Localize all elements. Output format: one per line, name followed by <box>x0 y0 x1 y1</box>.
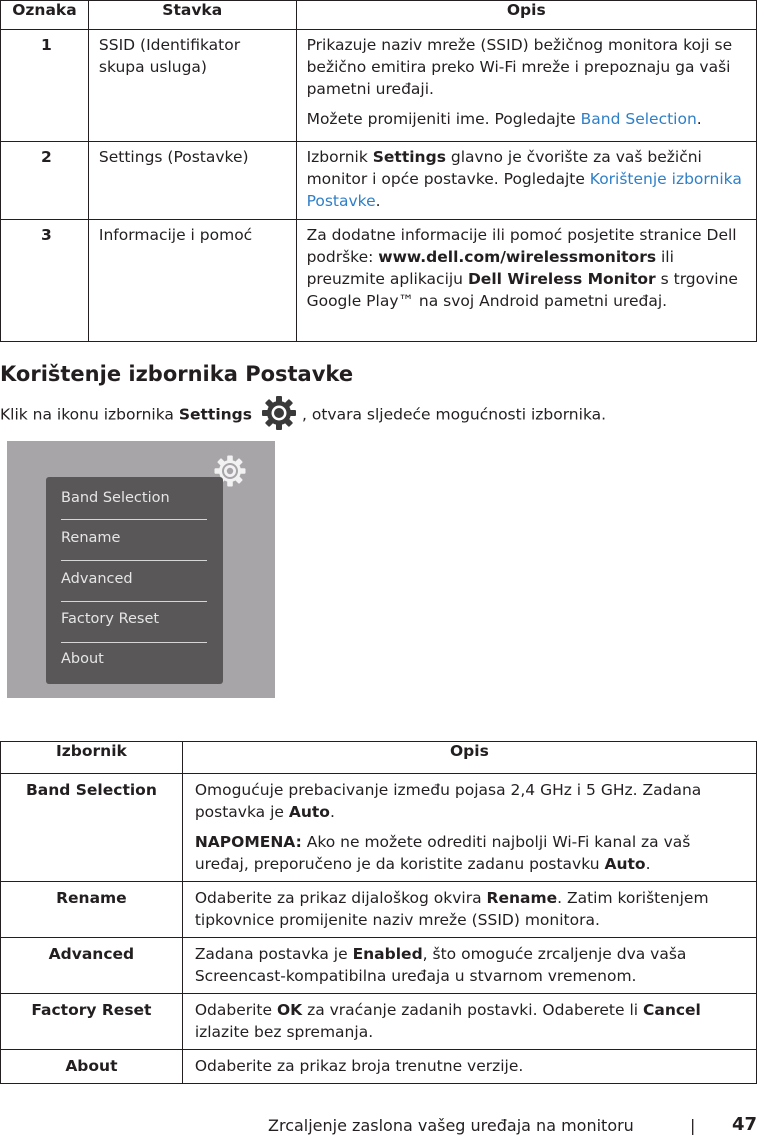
desc-text: Odaberite za prikaz dijaloškog okvira <box>194 889 487 907</box>
table-row <box>1 30 757 142</box>
option-name: Factory Reset <box>1 994 183 1050</box>
note-text <box>195 831 748 875</box>
row-description <box>296 30 756 142</box>
header-opis: Opis <box>296 1 756 30</box>
band-selection-link[interactable]: Band Selection <box>580 110 697 128</box>
table-row <box>1 1050 757 1084</box>
desc-text: glavno je čvorište za vaš bežični monitor i opće postavke. Pogledajte <box>306 148 702 188</box>
option-description <box>182 882 756 938</box>
desc-text: . <box>645 855 651 873</box>
row-description <box>296 220 756 342</box>
option-name: Rename <box>1 882 183 938</box>
desc-bold: OK <box>276 1001 303 1019</box>
section-intro <box>0 398 606 432</box>
overview-table <box>0 0 757 342</box>
table-row <box>1 774 757 882</box>
desc-text: za vraćanje zadanih postavki. Odaberete li <box>302 1001 643 1019</box>
menu-divider <box>61 642 207 643</box>
desc-text: Za dodatne informacije ili pomoć posjetite stranice Dell podrške: <box>306 226 737 266</box>
settings-section-link[interactable]: Korištenje izbornika Postavke <box>306 170 742 210</box>
table-row <box>1 220 757 342</box>
option-description <box>182 774 756 882</box>
option-description <box>182 994 756 1050</box>
intro-text: , otvara sljedeće mogućnosti izbornika. <box>302 405 607 424</box>
menu-item-factory-reset[interactable]: Factory Reset <box>61 611 160 627</box>
table-row <box>1 994 757 1050</box>
desc-text <box>195 779 748 823</box>
desc-text: . <box>375 192 381 210</box>
header-oznaka: Oznaka <box>1 1 89 30</box>
menu-options-table <box>0 741 757 1084</box>
menu-divider <box>61 560 207 561</box>
desc-text: Možete promijeniti ime. Pogledajte <box>306 110 581 128</box>
desc-text: . <box>329 803 335 821</box>
note-label: NAPOMENA: <box>194 833 302 851</box>
header-stavka: Stavka <box>88 1 296 30</box>
desc-bold: Auto <box>288 803 330 821</box>
desc-bold: Rename <box>486 889 558 907</box>
option-description <box>182 938 756 994</box>
table-header-row <box>1 742 757 774</box>
row-number: 2 <box>1 142 89 220</box>
menu-divider <box>61 519 207 520</box>
desc-text: s trgovine Google Play™ na svoj Android pametni uređaj. <box>306 270 738 310</box>
table-header-row <box>1 1 757 30</box>
menu-item-band-selection[interactable]: Band Selection <box>61 490 170 506</box>
option-name: Advanced <box>1 938 183 994</box>
page-number: 47 <box>732 1114 757 1135</box>
desc-text: Izbornik <box>306 148 373 166</box>
desc-text: Ako ne možete odrediti najbolji Wi-Fi kanal za vaš uređaj, preporučeno je da koristite zadanu postavku <box>194 833 691 873</box>
intro-bold: Settings <box>178 405 253 424</box>
desc-bold: Auto <box>604 855 646 873</box>
desc-text: Zadana postavka je <box>194 945 353 963</box>
menu-item-advanced[interactable]: Advanced <box>61 571 133 587</box>
intro-text: Klik na ikonu izbornika <box>0 405 179 424</box>
row-item: Informacije i pomoć <box>88 220 296 342</box>
row-number: 3 <box>1 220 89 342</box>
row-number: 1 <box>1 30 89 142</box>
row-description <box>296 142 756 220</box>
table-row <box>1 142 757 220</box>
desc-text: izlazite bez spremanja. <box>194 1023 374 1041</box>
header-opis: Opis <box>182 742 756 774</box>
option-description: Odaberite za prikaz broja trenutne verzije. <box>182 1050 756 1084</box>
table-row <box>1 938 757 994</box>
desc-text: Omogućuje prebacivanje između pojasa 2,4 GHz i 5 GHz. Zadana postavka je <box>194 781 702 821</box>
desc-bold: Settings <box>372 148 446 166</box>
desc-text: ili preuzmite aplikaciju <box>306 248 674 288</box>
desc-bold: Enabled <box>352 945 423 963</box>
row-item: SSID (Identifikator skupa usluga) <box>88 30 296 142</box>
settings-menu-screenshot <box>7 441 275 698</box>
desc-text: , što omogućе zrcaljenje dva vaša Screencast-kompatibilna uređaja u stvarnom vremenom. <box>194 945 687 985</box>
header-izbornik: Izbornik <box>1 742 183 774</box>
table-row <box>1 882 757 938</box>
app-name: Dell Wireless Monitor <box>467 270 656 288</box>
dell-url: www.dell.com/wirelessmonitors <box>378 248 657 266</box>
page-footer <box>0 1116 757 1140</box>
settings-menu <box>46 477 223 684</box>
row-item: Settings (Postavke) <box>88 142 296 220</box>
desc-text: Odaberite <box>194 1001 277 1019</box>
footer-separator: | <box>690 1116 696 1135</box>
desc-text: Prikazuje naziv mreže (SSID) bežičnog monitora koji se bežično emitira preko Wi-Fi mreže i prepoznaju ga vaši pametni uređaji. <box>306 36 733 98</box>
menu-item-rename[interactable]: Rename <box>61 530 121 546</box>
option-name: Band Selection <box>1 774 183 882</box>
option-name: About <box>1 1050 183 1084</box>
desc-text <box>307 108 748 130</box>
desc-text: . Zatim korištenjem tipkovnice promijenite naziv mreže (SSID) monitora. <box>194 889 709 929</box>
desc-text: . <box>696 110 702 128</box>
menu-divider <box>61 601 207 602</box>
gear-icon <box>262 396 296 430</box>
desc-bold: Cancel <box>642 1001 701 1019</box>
footer-title: Zrcaljenje zaslona vašeg uređaja na monitoru <box>268 1116 634 1135</box>
menu-item-about[interactable]: About <box>61 651 104 667</box>
section-title: Korištenje izbornika Postavke <box>0 362 354 386</box>
